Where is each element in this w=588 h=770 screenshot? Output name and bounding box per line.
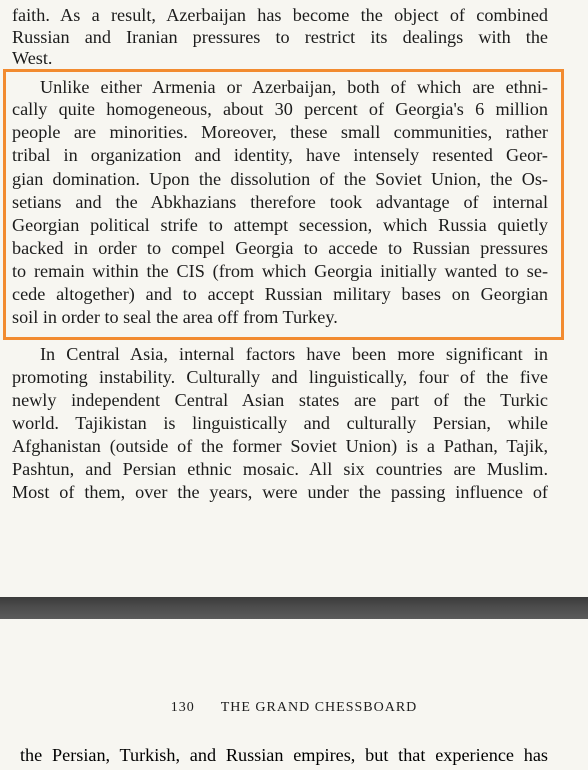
text-line: Unlike either Armenia or Azerbaijan, both of which are ethni- [40,77,548,97]
text-line: Georgian political strife to attempt secession, which Russia quietly [12,215,548,235]
text-line: newly independent Central Asian states are part of the Turkic [12,390,548,410]
text-line: Afghanistan (outside of the former Soviet Union) is a Pathan, Tajik, [12,436,548,456]
page-separator [0,597,588,619]
text-line: to remain within the CIS (from which Georgia initially wanted to se- [12,261,548,281]
text-line: world. Tajikistan is linguistically and culturally Persian, while [12,413,548,433]
running-head [0,698,588,718]
text-line: backed in order to compel Georgia to accede to Russian pressures [12,238,548,258]
text-line: Pashtun, and Persian ethnic mosaic. All six countries are Muslim. [12,459,548,479]
text-line: soil in order to seal the area off from Turkey. [12,307,338,327]
text-line: promoting instability. Culturally and linguistically, four of the five [12,367,548,387]
text-line: In Central Asia, internal factors have been more significant in [40,344,548,364]
text-line: faith. As a result, Azerbaijan has become the object of combined [12,5,548,25]
text-line: gian domination. Upon the dissolution of the Soviet Union, the Os- [12,169,548,189]
text-line: setians and the Abkhazians therefore took advantage of internal [12,192,548,212]
text-line: cede altogether) and to accept Russian military bases on Georgian [12,284,548,304]
text-line: Most of them, over the years, were under the passing influence of [12,482,548,502]
text-line: cally quite homogeneous, about 30 percent of Georgia's 6 million [12,99,548,119]
book-title: THE GRAND CHESSBOARD [220,700,418,715]
page-number: 130 [170,700,195,715]
text-line: tribal in organization and identity, have intensely resented Geor- [12,145,548,165]
text-line: people are minorities. Moreover, these small communities, rather [12,122,548,142]
text-line: West. [12,48,53,68]
text-line: the Persian, Turkish, and Russian empires, but that experience has [20,745,548,765]
text-line: Russian and Iranian pressures to restrict its dealings with the [12,27,548,47]
